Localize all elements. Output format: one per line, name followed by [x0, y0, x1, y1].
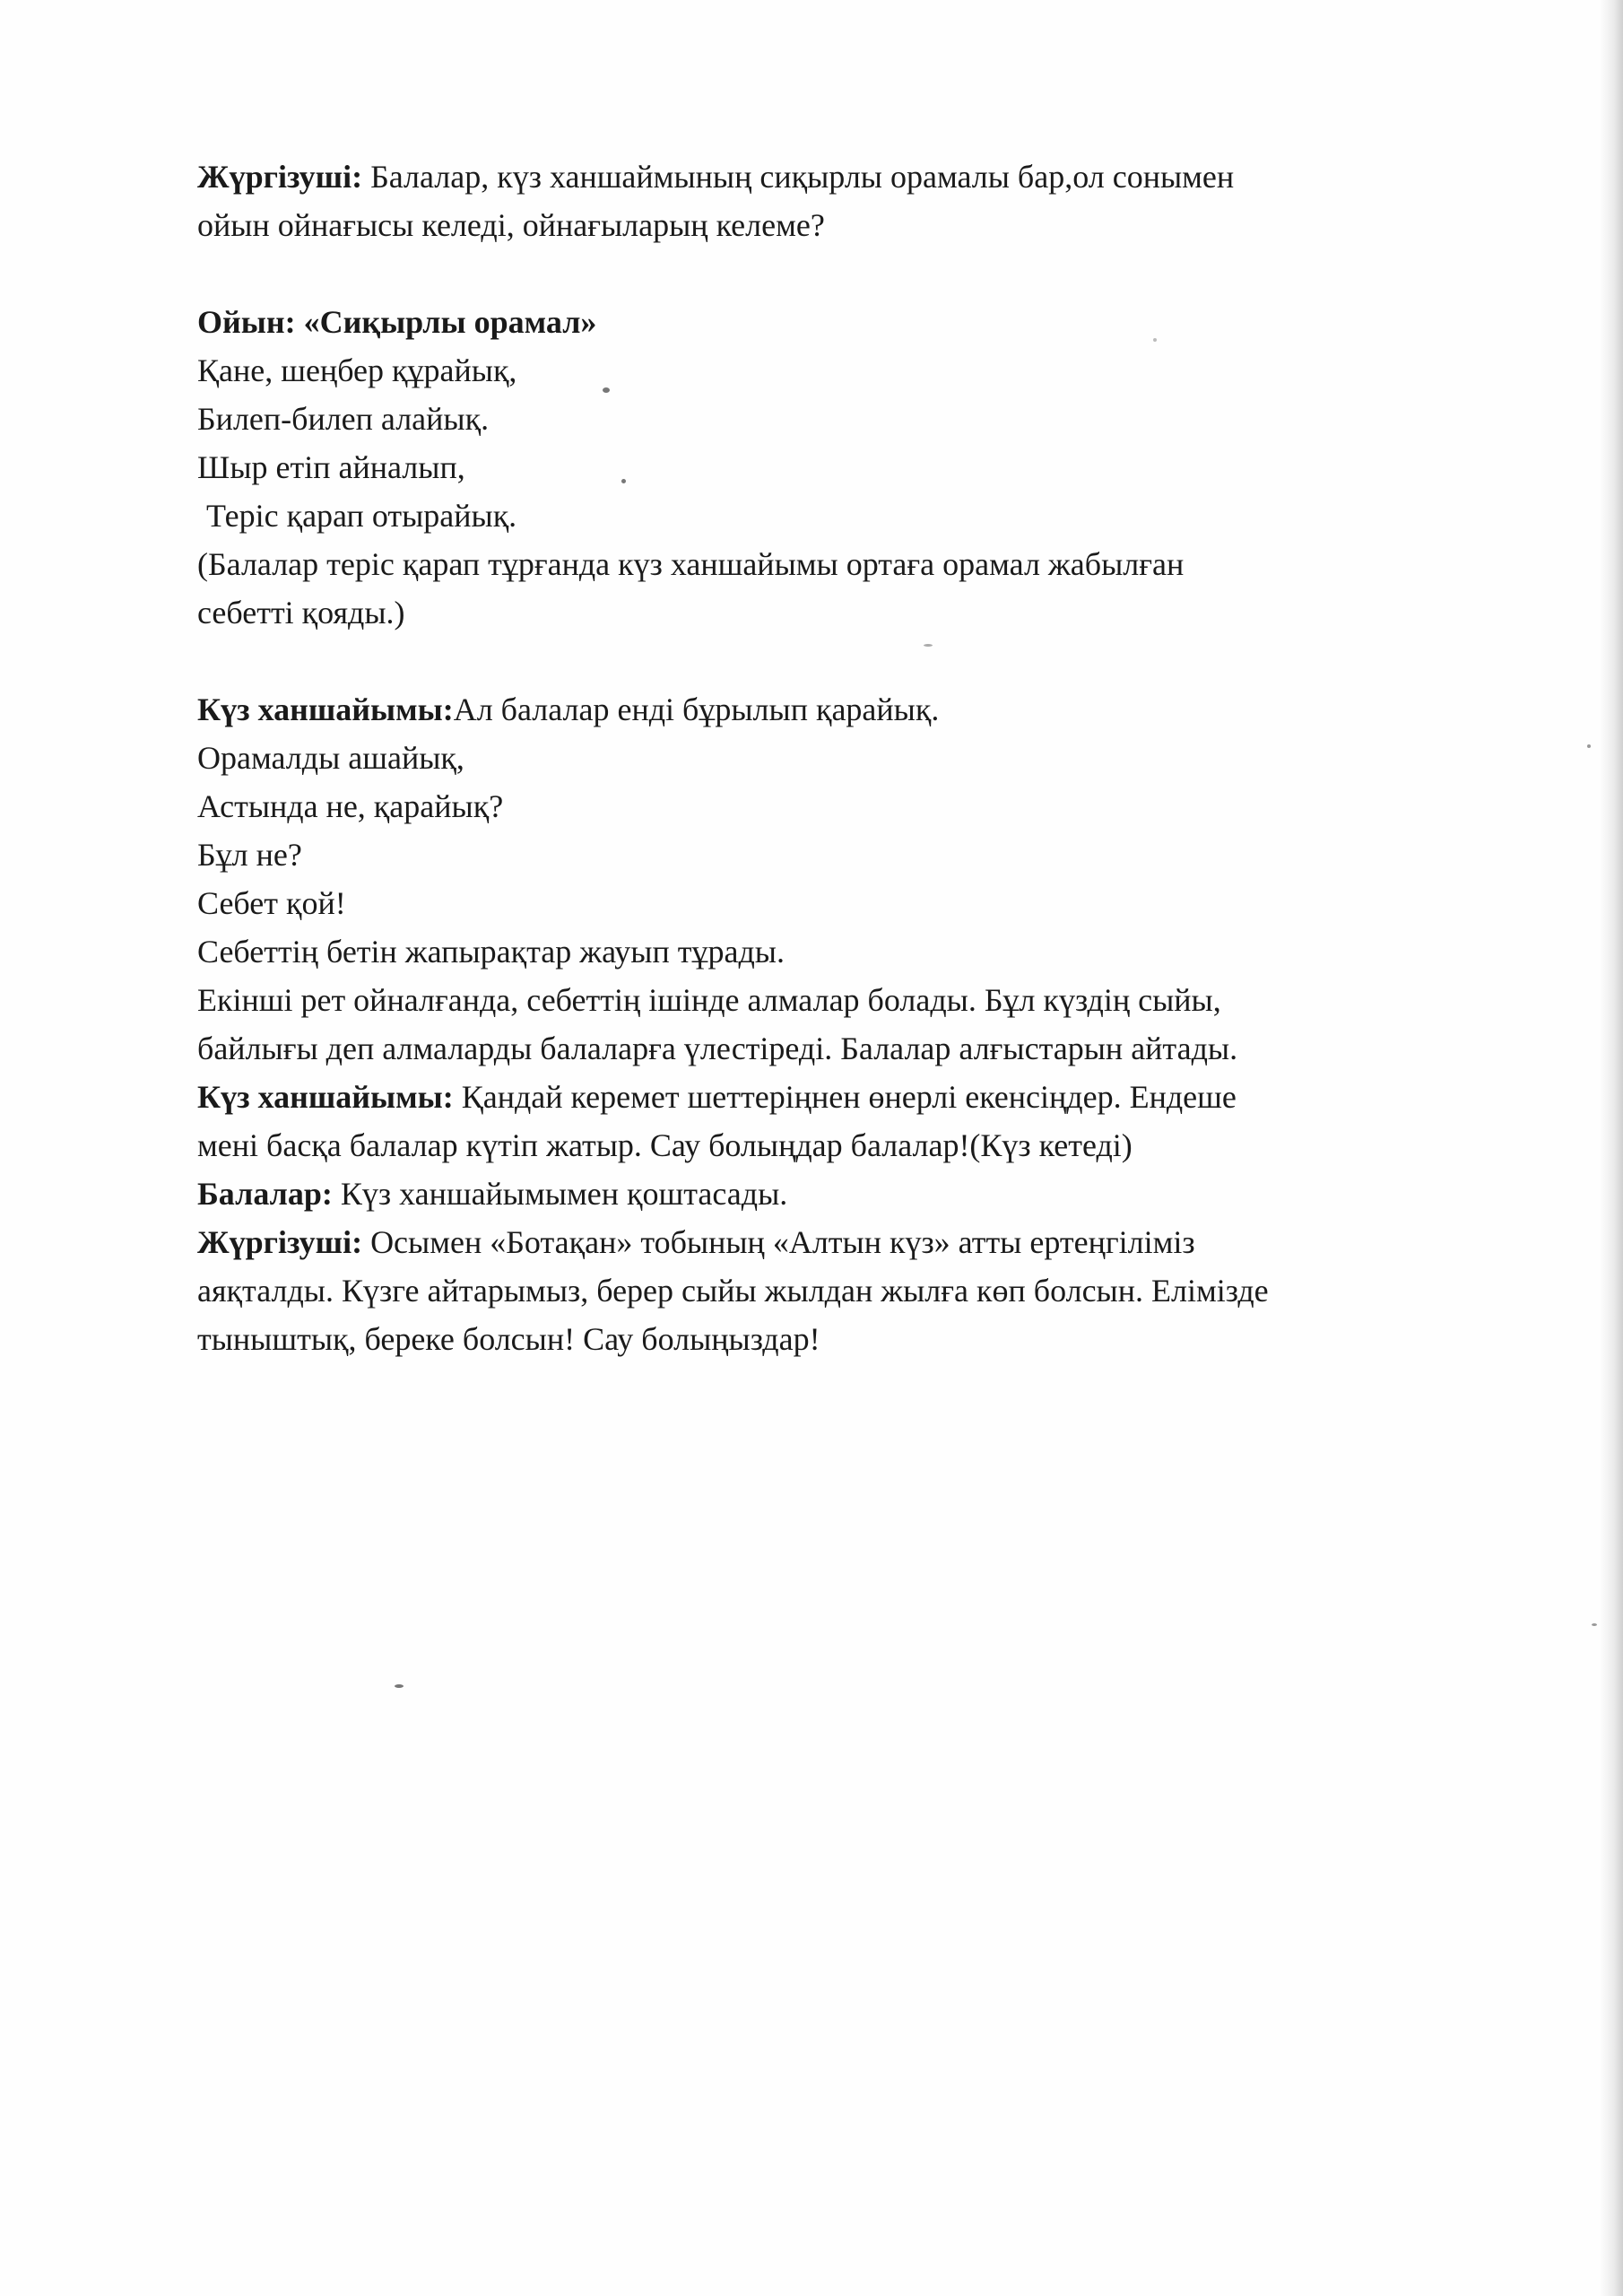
speech-text: Күз ханшайымымен қоштасады.	[332, 1176, 788, 1212]
paragraph-line	[197, 1073, 1524, 1121]
speech-text: Балалар, күз ханшаймының сиқырлы орамалы бар,ол сонымен	[362, 159, 1235, 195]
speaker-label: Күз ханшайымы:	[197, 1079, 454, 1115]
scan-speck	[395, 1684, 404, 1688]
verse-line: Теріс қарап отырайық.	[206, 498, 517, 534]
page-edge-shadow	[1600, 0, 1623, 2296]
stage-note: себетті қояды.)	[197, 595, 405, 631]
paragraph-line: Орамалды ашайық,	[197, 740, 464, 776]
speech-text: Қандай керемет шеттеріңнен өнерлі екенсіңдер. Ендеше	[453, 1079, 1237, 1115]
paragraph-line: мені басқа балалар күтіп жатыр. Сау болыңдар балалар!(Күз кетеді)	[197, 1127, 1133, 1163]
paragraph-line: Екінші рет ойналғанда, себеттің ішінде алмалар болады. Бұл күздің сыйы,	[197, 982, 1221, 1018]
paragraph-line: Бұл не?	[197, 837, 302, 873]
speech-text: Ал балалар енді бұрылып қарайық.	[453, 691, 940, 727]
game-title: Ойын: «Сиқырлы орамал»	[197, 304, 597, 340]
verse-line: Шыр етіп айналып,	[197, 449, 465, 485]
scan-speck	[1592, 1623, 1597, 1626]
paragraph-line: байлығы деп алмаларды балаларға үлестіреді. Балалар алғыстарын айтады.	[197, 1031, 1238, 1066]
speech-text: Осымен «Ботақан» тобының «Алтын күз» атты ертеңгіліміз	[362, 1224, 1195, 1260]
speaker-label: Күз ханшайымы:	[197, 691, 454, 727]
paragraph-line: Себеттің бетін жапырақтар жауып тұрады.	[197, 934, 785, 970]
speaker-label: Жүргізуші:	[197, 159, 363, 195]
scan-speck	[1587, 744, 1591, 748]
paragraph-line: Астында не, қарайық?	[197, 788, 504, 824]
paragraph-line: аяқталды. Күзге айтарымыз, берер сыйы жылдан жылға көп болсын. Елімізде	[197, 1273, 1269, 1309]
paragraph-line	[197, 1218, 1524, 1266]
paragraph-line: ойын ойнағысы келеді, ойнағыларың келеме?	[197, 207, 825, 243]
paragraph-line: тыныштық, береке болсын! Сау болыңыздар!	[197, 1321, 820, 1357]
paragraph-line	[197, 1170, 1524, 1218]
paragraph-gap	[197, 637, 1524, 685]
paragraph-line	[197, 685, 1524, 734]
document-body	[197, 152, 1524, 1363]
stage-note: (Балалар теріс қарап тұрғанда күз ханшайымы ортаға орамал жабылған	[197, 546, 1185, 582]
paragraph-line	[197, 152, 1524, 201]
speaker-label: Жүргізуші:	[197, 1224, 363, 1260]
paragraph-gap	[197, 249, 1524, 298]
verse-line: Билеп-билеп алайық.	[197, 401, 490, 437]
verse-line: Қане, шеңбер құрайық,	[197, 352, 517, 388]
speaker-label: Балалар:	[197, 1176, 333, 1212]
paragraph-line: Себет қой!	[197, 885, 346, 921]
